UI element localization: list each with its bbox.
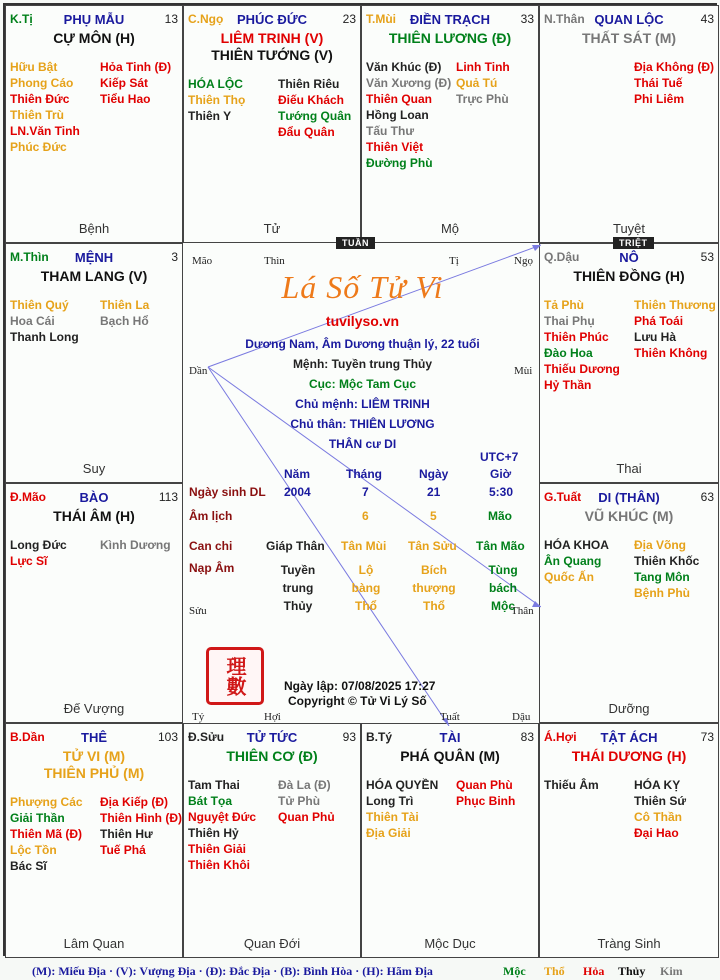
- minor-star: Tấu Thư: [366, 124, 415, 138]
- palace-age: 113: [158, 490, 178, 504]
- palace-header: [10, 730, 178, 746]
- palace-name: PHÚC ĐỨC: [236, 12, 307, 27]
- main-star: VŨ KHÚC (M): [584, 508, 674, 524]
- main-star: THẤT SÁT (M): [581, 30, 677, 46]
- main-stars: [540, 748, 718, 765]
- cc-gio: Tân Mão: [476, 539, 525, 553]
- na-thang-3: Thổ: [355, 599, 377, 613]
- minor-star: Đào Hoa: [544, 346, 593, 360]
- legend-hoa: Hỏa: [583, 964, 605, 978]
- main-stars: [6, 30, 182, 47]
- chart-title: Lá Số Tử Vi: [281, 269, 444, 305]
- minor-star: Hỷ Thần: [544, 378, 592, 392]
- palace-header: [10, 12, 178, 28]
- minor-stars-right: [100, 537, 183, 553]
- minor-star: Thiên Giải: [188, 842, 247, 856]
- minor-stars-right: [634, 537, 719, 601]
- minor-star: Thái Tuế: [634, 76, 683, 90]
- minor-star: Thiếu Âm: [544, 778, 599, 792]
- minor-stars-right: [456, 59, 539, 107]
- palace-header: [188, 12, 356, 28]
- palace-age: 73: [700, 730, 714, 744]
- palace-cell-ty: [361, 723, 539, 958]
- main-star: THIÊN CƠ (Đ): [226, 748, 318, 764]
- palace-cell-than: [539, 5, 719, 243]
- minor-star: Văn Xương (Đ): [366, 76, 452, 90]
- palace-can-chi: Q.Dậu: [544, 250, 580, 264]
- minor-star: Tử Phù: [278, 794, 321, 808]
- palace-stage: Bệnh: [78, 221, 110, 236]
- minor-star: Bát Tọa: [188, 794, 233, 808]
- dl-label: Ngày sinh DL: [189, 485, 266, 499]
- minor-star: Quan Phủ: [278, 810, 335, 824]
- minor-star: Tuế Phá: [100, 843, 146, 857]
- minor-star: Địa Võng: [634, 538, 687, 552]
- legend-tho: Thổ: [544, 964, 565, 978]
- minor-stars-right: [100, 297, 183, 329]
- palace-age: 93: [342, 730, 356, 744]
- minor-star: Cô Thần: [634, 810, 682, 824]
- na-gio-1: Tùng: [488, 563, 518, 577]
- minor-star: Thanh Long: [10, 330, 79, 344]
- palace-name: MỆNH: [74, 250, 114, 265]
- minor-star: Hoa Cái: [10, 314, 55, 328]
- palace-name: PHỤ MẪU: [63, 12, 125, 27]
- al-thang: 6: [362, 509, 369, 523]
- palace-can-chi: Á.Hợi: [544, 730, 577, 744]
- legend-thuy: Thủy: [618, 964, 646, 978]
- palace-stage: Thai: [616, 461, 642, 476]
- minor-star: Địa Không (Đ): [634, 60, 714, 74]
- main-stars: [362, 748, 538, 765]
- main-star: PHÁ QUÂN (M): [400, 748, 500, 764]
- palace-name: TẬT ÁCH: [600, 730, 658, 745]
- chu-than-label: Chủ thân:: [290, 417, 347, 431]
- minor-stars-right: [278, 76, 361, 140]
- minor-star: Đà La (Đ): [278, 778, 331, 792]
- legend-kim: Kim: [660, 964, 683, 978]
- main-star: THIÊN PHỦ (M): [43, 765, 145, 781]
- chu-than-value: THIÊN LƯƠNG: [349, 417, 435, 431]
- minor-star: Văn Khúc (Đ): [366, 60, 442, 74]
- minor-star: Thiên Hỷ: [188, 826, 239, 840]
- na-thang: [344, 561, 388, 615]
- minor-star: Long Đức: [10, 538, 67, 552]
- minor-star: Đại Hao: [634, 826, 679, 840]
- palace-stage: Mộc Dục: [424, 936, 476, 951]
- tu-vi-chart: [3, 3, 717, 956]
- palace-stage: Quan Đới: [243, 936, 301, 951]
- palace-can-chi: B.Dần: [10, 730, 45, 744]
- main-stars: [540, 30, 718, 47]
- minor-star: Thiên Quan: [366, 92, 432, 106]
- minor-star: Bác Sĩ: [10, 859, 47, 873]
- minor-star: Kiếp Sát: [100, 76, 149, 90]
- minor-star: Thiên Y: [188, 109, 232, 123]
- na-nam-1: Tuyền: [280, 563, 316, 577]
- main-star: CỰ MÔN (H): [53, 30, 135, 46]
- minor-star: Phi Liêm: [634, 92, 685, 106]
- minor-star: Hồng Loan: [366, 108, 429, 122]
- na-gio-2: bách: [488, 581, 517, 595]
- main-stars: [540, 508, 718, 525]
- palace-age: 63: [700, 490, 714, 504]
- minor-stars-right: [634, 297, 719, 361]
- main-stars: [362, 30, 538, 47]
- minor-star: Trực Phù: [456, 92, 509, 106]
- minor-star: Thiên Tài: [366, 810, 419, 824]
- minor-stars-right: [634, 59, 719, 107]
- palace-stage: Đế Vượng: [63, 701, 125, 716]
- minor-star: Thiên Khôi: [188, 858, 250, 872]
- minor-star: Thai Phụ: [544, 314, 595, 328]
- minor-star: LN.Văn Tinh: [10, 124, 80, 138]
- dir-dan: Dần: [189, 365, 208, 377]
- palace-name: BÀO: [79, 490, 109, 505]
- na-nam-2: trung: [282, 581, 314, 595]
- palace-name: TỬ TỨC: [246, 730, 298, 745]
- palace-header: [366, 12, 534, 28]
- minor-star: Lộc Tồn: [10, 843, 57, 857]
- minor-star: Thiên Thương: [634, 298, 716, 312]
- minor-stars-left: [188, 76, 276, 124]
- palace-stage: Tràng Sinh: [597, 936, 661, 951]
- palace-can-chi: N.Thân: [544, 12, 585, 26]
- cc-nam: Giáp Thân: [266, 539, 325, 553]
- na-gio-3: Mộc: [491, 599, 515, 613]
- info-chu-than: [184, 417, 541, 431]
- hdr-nam: Năm: [284, 467, 311, 481]
- minor-star: Tướng Quân: [278, 109, 352, 123]
- minor-stars-left: [544, 537, 632, 585]
- minor-star: Ân Quang: [544, 554, 602, 568]
- minor-star: Thiên Mã (Đ): [10, 827, 82, 841]
- legend-moc: Mộc: [503, 964, 526, 978]
- minor-star: Tiểu Hao: [100, 92, 151, 106]
- minor-star: Hữu Bật: [10, 60, 58, 74]
- palace-age: 3: [171, 250, 178, 264]
- minor-star: Phá Toái: [634, 314, 684, 328]
- minor-star: Tả Phù: [544, 298, 585, 312]
- legend-text: (M): Miếu Địa · (V): Vượng Địa · (Đ): Đắc Địa · (B): Bình Hòa · (H): Hãm Địa: [32, 964, 433, 978]
- minor-star: Thiên Hư: [100, 827, 153, 841]
- minor-star: Linh Tinh: [456, 60, 510, 74]
- minor-star: Phượng Các: [10, 795, 83, 809]
- minor-star: Thiên Thọ: [188, 93, 246, 107]
- dl-thang: 7: [362, 485, 369, 499]
- palace-name: THÊ: [81, 730, 107, 745]
- palace-cell-dau: [539, 243, 719, 483]
- dir-mui: Mùi: [514, 365, 533, 377]
- na-ngay: [412, 561, 456, 615]
- palace-age: 83: [520, 730, 534, 744]
- minor-stars-left: [10, 297, 98, 345]
- palace-header: [544, 12, 714, 28]
- main-star: THIÊN LƯƠNG (Đ): [388, 30, 512, 46]
- palace-name: TÀI: [439, 730, 461, 745]
- palace-cell-suu: [183, 723, 361, 958]
- palace-header: [10, 250, 178, 266]
- minor-stars-right: [100, 59, 183, 107]
- minor-star: Thiên Trù: [10, 108, 64, 122]
- main-stars: [6, 268, 182, 285]
- chu-menh-value: LIÊM TRINH: [361, 397, 430, 411]
- minor-star: Thiên Phúc: [544, 330, 609, 344]
- minor-star: Quốc Ấn: [544, 570, 594, 584]
- minor-star: Quan Phù: [456, 778, 513, 792]
- minor-star: Thiếu Dương: [544, 362, 620, 376]
- palace-age: 103: [157, 730, 178, 744]
- napam-label: Nạp Âm: [189, 561, 235, 575]
- al-gio: Mão: [488, 509, 512, 523]
- palace-cell-tuat: [539, 483, 719, 723]
- minor-star: Tam Thai: [188, 778, 240, 792]
- minor-star: Nguyệt Đức: [188, 810, 257, 824]
- dir-ty: Tý: [192, 711, 205, 723]
- main-stars: [184, 30, 360, 64]
- dir-thin: Thìn: [264, 255, 285, 267]
- palace-header: [188, 730, 356, 746]
- palace-can-chi: Đ.Mão: [10, 490, 46, 504]
- minor-star: HÓA QUYỀN: [366, 778, 439, 792]
- legend-bar: [0, 960, 720, 980]
- dl-nam: 2004: [284, 485, 311, 499]
- minor-star: Điếu Khách: [278, 93, 345, 107]
- minor-star: Quả Tú: [456, 76, 498, 90]
- triet-badge: TRIỆT: [613, 237, 654, 249]
- na-thang-1: Lộ: [358, 563, 374, 577]
- palace-header: [366, 730, 534, 746]
- info-line-1: Dương Nam, Âm Dương thuận lý, 22 tuổi: [245, 337, 480, 351]
- na-gio: [481, 561, 525, 615]
- palace-stage: Suy: [82, 461, 106, 476]
- hdr-thang: Tháng: [346, 467, 382, 481]
- minor-star: Long Trì: [366, 794, 414, 808]
- palace-can-chi: M.Thìn: [10, 250, 49, 264]
- info-menh: Mệnh: Tuyền trung Thủy: [292, 357, 433, 371]
- minor-star: Hỏa Tinh (Đ): [100, 60, 172, 74]
- chu-menh-label: Chủ mệnh:: [295, 397, 358, 411]
- minor-star: Thiên Khốc: [634, 554, 700, 568]
- minor-star: Phong Cáo: [10, 76, 74, 90]
- dir-tuat: Tuất: [440, 711, 460, 723]
- minor-star: HÓA KHOA: [544, 538, 609, 552]
- minor-star: Phúc Đức: [10, 140, 67, 154]
- dir-suu: Sửu: [189, 605, 207, 617]
- na-ngay-3: Thổ: [423, 599, 445, 613]
- dir-dau: Dậu: [512, 711, 531, 723]
- palace-age: 13: [164, 12, 178, 26]
- minor-stars-left: [188, 777, 276, 873]
- minor-stars-right: [278, 777, 361, 825]
- minor-stars-right: [456, 777, 539, 809]
- palace-stage: Tuyệt: [612, 221, 646, 236]
- palace-can-chi: Đ.Sửu: [188, 730, 225, 744]
- main-star: LIÊM TRINH (V): [220, 30, 324, 46]
- palace-cell-dan: [5, 723, 183, 958]
- minor-star: Lực Sĩ: [10, 554, 48, 568]
- palace-cell-ti: [5, 5, 183, 243]
- palace-can-chi: K.Tị: [10, 12, 33, 26]
- palace-header: [544, 250, 714, 266]
- minor-star: Đẩu Quân: [278, 125, 335, 139]
- minor-star: Thiên Hình (Đ): [100, 811, 182, 825]
- dir-hoi: Hợi: [264, 711, 281, 723]
- minor-star: HÓA LỘC: [188, 77, 243, 91]
- tuan-badge: TUẦN: [336, 237, 375, 249]
- dir-than: Thân: [511, 605, 534, 617]
- na-ngay-1: Bích: [420, 563, 447, 577]
- na-ngay-2: thượng: [412, 581, 456, 595]
- palace-can-chi: C.Ngọ: [188, 12, 224, 26]
- palace-cell-mui: [361, 5, 539, 243]
- palace-age: 33: [520, 12, 534, 26]
- main-star: THIÊN ĐỒNG (H): [573, 268, 685, 284]
- utc-label: UTC+7: [480, 450, 519, 464]
- main-star: TỬ VI (M): [62, 748, 126, 764]
- palace-stage: Tử: [263, 221, 281, 236]
- minor-star: Thiên Sứ: [634, 794, 687, 808]
- main-star: THIÊN TƯỚNG (V): [211, 47, 333, 63]
- minor-stars-left: [366, 777, 454, 841]
- palace-name: NÔ: [619, 250, 639, 265]
- info-chu-menh: [184, 397, 541, 411]
- minor-stars-left: [544, 777, 632, 793]
- palace-can-chi: G.Tuất: [544, 490, 582, 504]
- minor-star: Địa Giải: [366, 826, 411, 840]
- palace-header: [10, 490, 178, 506]
- al-ngay: 5: [430, 509, 437, 523]
- minor-star: Thiên Đức: [10, 92, 70, 106]
- info-than-cu: THÂN cư DI: [328, 437, 397, 451]
- minor-star: HÓA KỴ: [634, 778, 681, 792]
- palace-stage: Mộ: [440, 221, 460, 236]
- center-panel: [184, 243, 541, 726]
- hdr-ngay: Ngày: [419, 467, 449, 481]
- palace-name: QUAN LỘC: [594, 12, 664, 27]
- palace-header: [544, 730, 714, 746]
- palace-header: [544, 490, 714, 506]
- minor-star: Thiên Riêu: [278, 77, 340, 91]
- minor-stars-left: [366, 59, 454, 171]
- minor-stars-left: [544, 297, 632, 393]
- palace-cell-ngo: [183, 5, 361, 243]
- palace-name: ĐIỀN TRẠCH: [409, 12, 491, 27]
- palace-age: 53: [700, 250, 714, 264]
- minor-star: Thiên Không: [634, 346, 708, 360]
- na-nam-3: Thủy: [283, 599, 313, 613]
- seal-stamp: [206, 647, 264, 705]
- main-stars: [184, 748, 360, 765]
- main-star: THAM LANG (V): [40, 268, 148, 284]
- ngay-lap: Ngày lập: 07/08/2025 17:27: [284, 679, 436, 693]
- hdr-gio: Giờ: [490, 467, 512, 481]
- minor-star: Kình Dương: [100, 538, 171, 552]
- main-stars: [540, 268, 718, 285]
- cc-ngay: Tân Sửu: [408, 539, 457, 553]
- dir-mao: Mão: [192, 255, 213, 267]
- minor-star: Bệnh Phù: [634, 586, 690, 600]
- palace-age: 43: [700, 12, 714, 26]
- main-star: THÁI DƯƠNG (H): [571, 748, 687, 764]
- dl-ngay: 21: [427, 485, 441, 499]
- cc-thang: Tân Mùi: [341, 539, 387, 553]
- main-stars: [6, 508, 182, 525]
- copyright: Copyright © Tử Vi Lý Số: [288, 694, 427, 708]
- minor-star: Giải Thần: [10, 811, 65, 825]
- palace-stage: Lâm Quan: [63, 936, 125, 951]
- palace-cell-hoi: [539, 723, 719, 958]
- palace-name: DI (THÂN): [598, 490, 660, 505]
- canchi-label: Can chi: [189, 539, 233, 553]
- minor-star: Bạch Hổ: [100, 314, 149, 328]
- minor-stars-right: [634, 777, 719, 841]
- minor-star: Lưu Hà: [634, 330, 677, 344]
- main-stars: [6, 748, 182, 782]
- minor-stars-left: [10, 537, 98, 569]
- minor-stars-left: [10, 59, 98, 155]
- palace-can-chi: B.Tý: [366, 730, 393, 744]
- minor-star: Thiên Quý: [10, 298, 69, 312]
- minor-star: Phục Binh: [456, 794, 516, 808]
- dl-gio: 5:30: [489, 485, 514, 499]
- al-label: Âm lịch: [189, 509, 233, 523]
- palace-age: 23: [342, 12, 356, 26]
- na-nam: [276, 561, 320, 615]
- minor-star: Thiên La: [100, 298, 150, 312]
- palace-cell-thin: [5, 243, 183, 483]
- minor-star: Đường Phù: [366, 156, 433, 170]
- minor-star: Thiên Việt: [366, 140, 424, 154]
- seal-characters: 理數: [223, 656, 247, 696]
- main-star: THÁI ÂM (H): [53, 508, 135, 524]
- minor-stars-left: [10, 794, 98, 874]
- palace-stage: Dưỡng: [608, 701, 650, 716]
- palace-can-chi: T.Mùi: [366, 12, 396, 26]
- minor-stars-right: [100, 794, 183, 858]
- palace-cell-mao: [5, 483, 183, 723]
- na-thang-2: bàng: [351, 581, 381, 595]
- dir-ngo: Ngọ: [514, 255, 533, 267]
- dir-ti: Tị: [449, 255, 459, 267]
- site-link[interactable]: tuvilyso.vn: [325, 313, 400, 329]
- info-cuc: Cục: Mộc Tam Cục: [308, 377, 417, 391]
- minor-star: Địa Kiếp (Đ): [100, 795, 169, 809]
- minor-star: Tang Môn: [634, 570, 690, 584]
